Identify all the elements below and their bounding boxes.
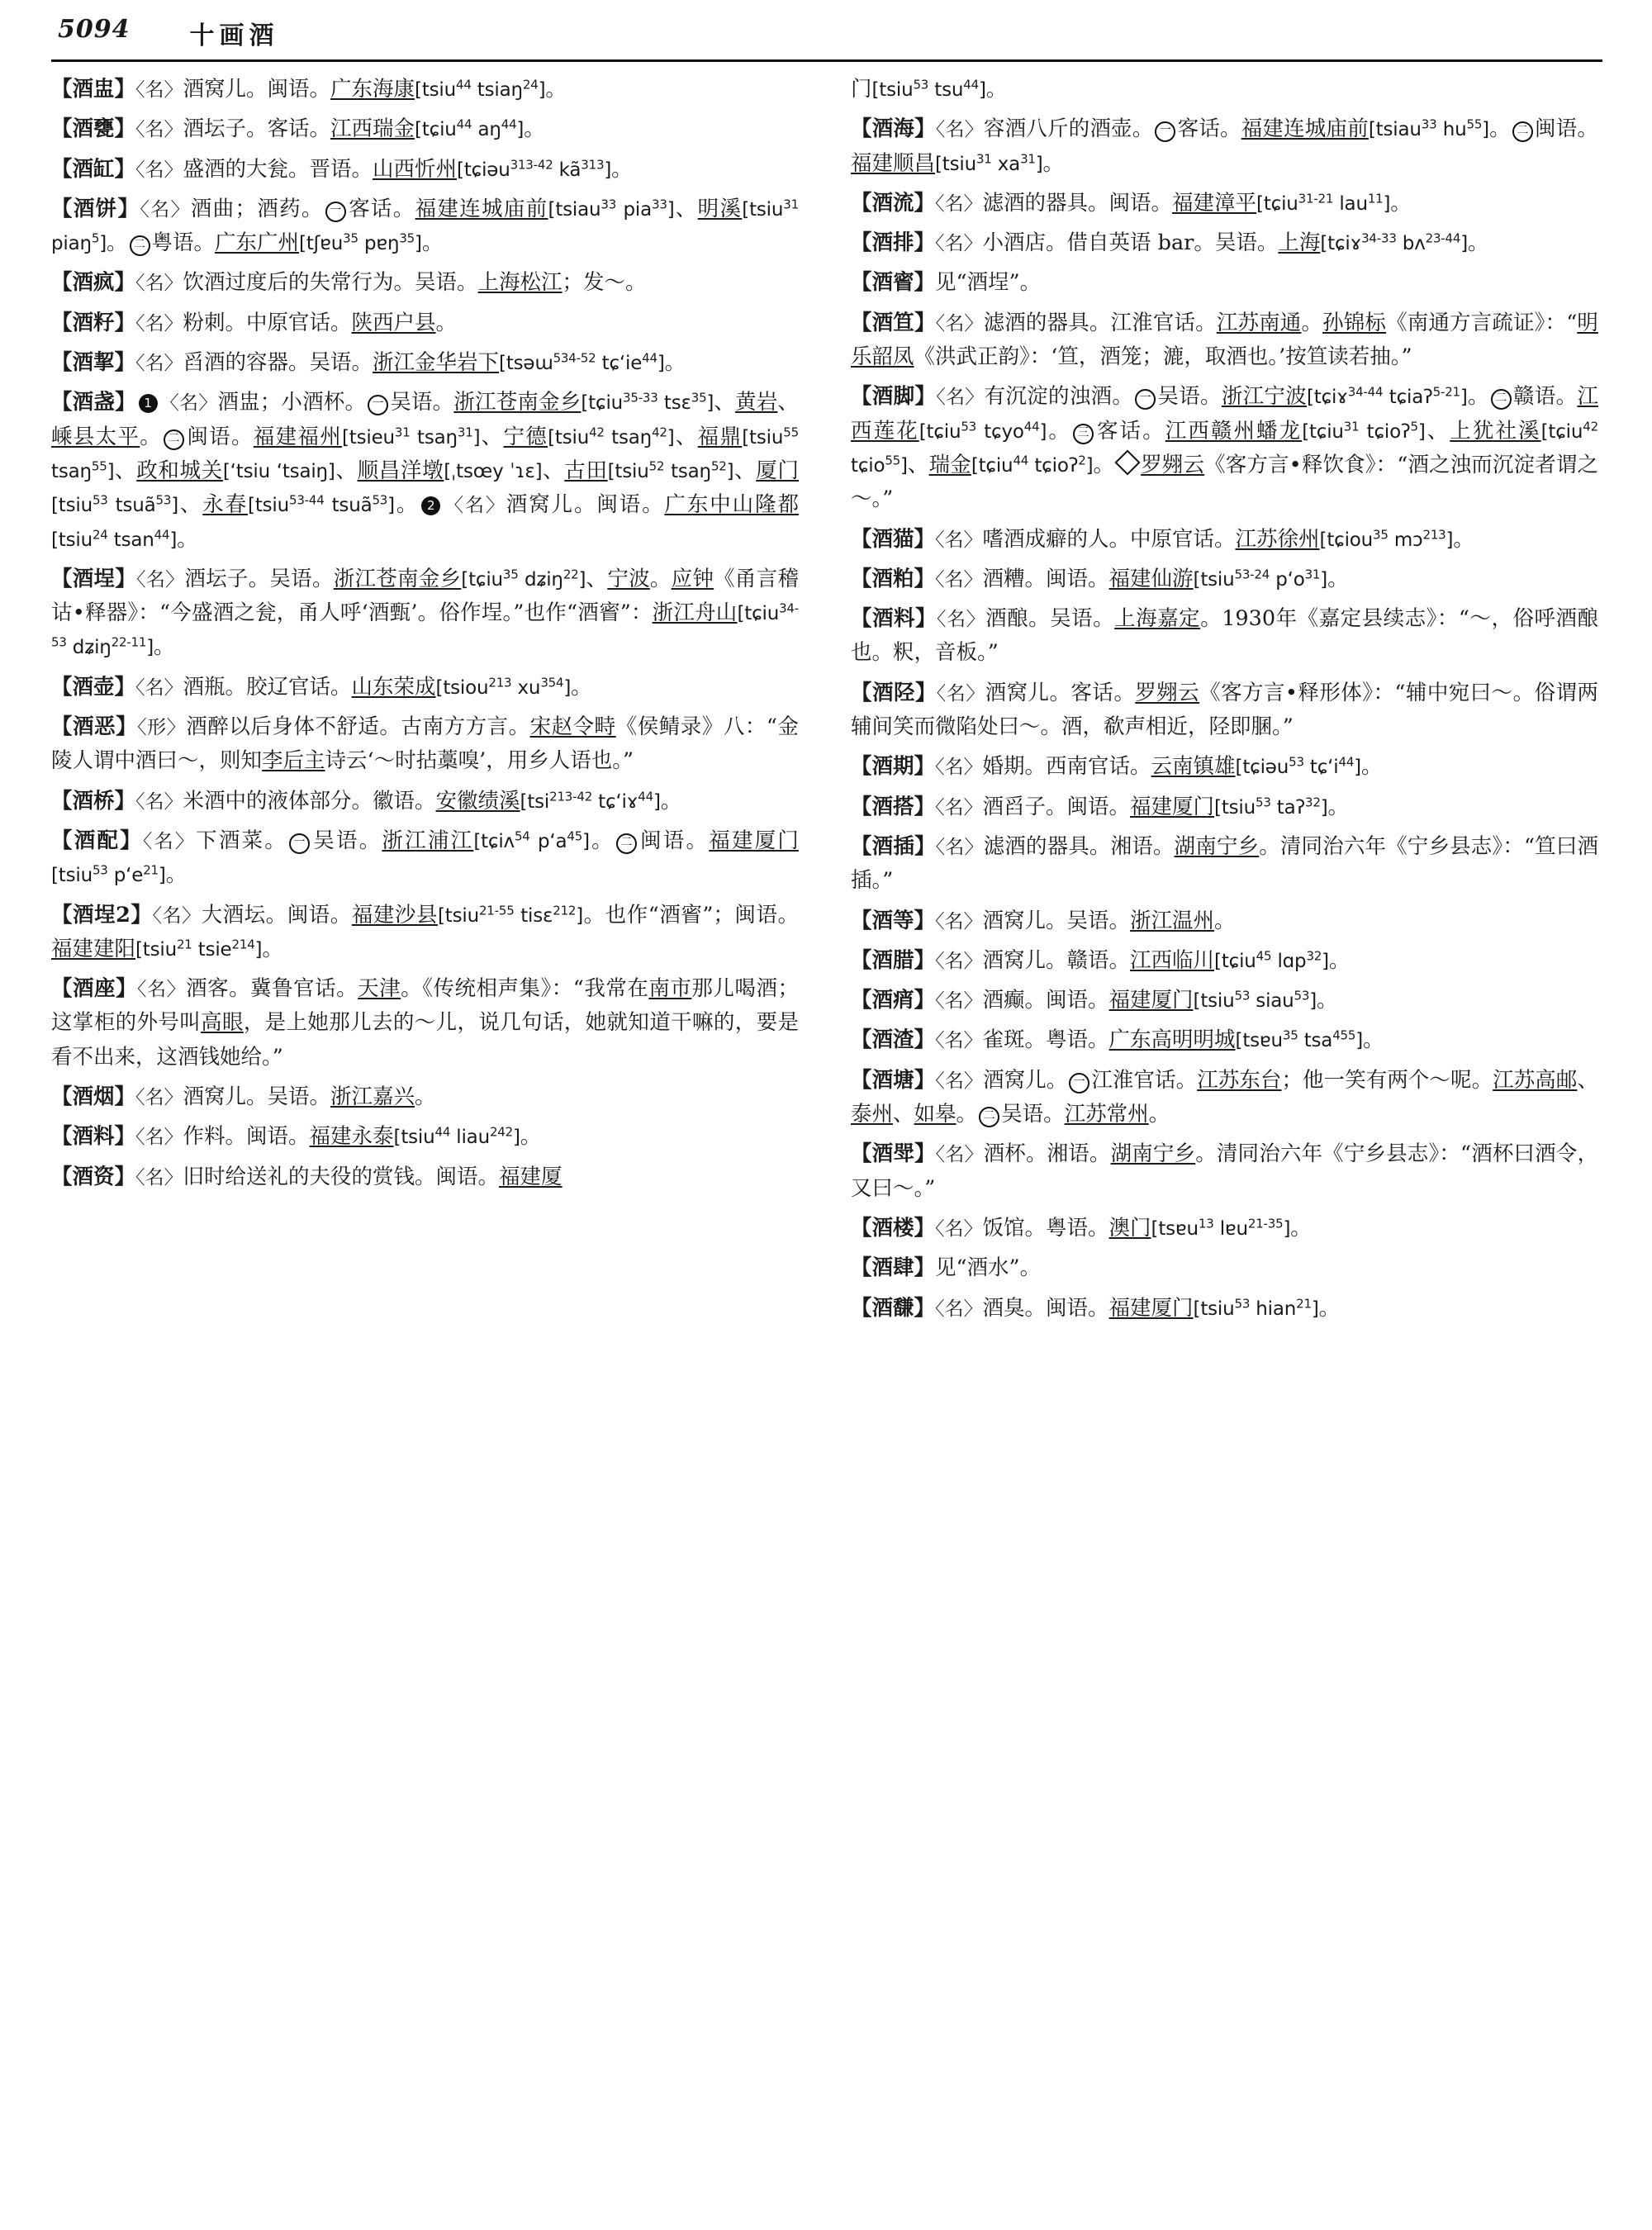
place-name: 宁德 [503,424,548,449]
part-of-speech: 〈名〉 [935,796,983,818]
place-name: 应钟 [671,566,714,591]
dictionary-entry: 【酒肆】见“酒水”。 [851,1255,1042,1281]
place-name: 古田 [564,458,608,483]
ipa-transcription: [tsiu$^{53-24}$ pʻo$^{31}$] [1193,567,1328,591]
ipa-transcription: [tɕiu$^{31-21}$ lau$^{11}$] [1256,191,1391,215]
place-name: 湖南宁乡 [1110,1141,1196,1167]
place-name: 浙江舟山 [652,600,738,626]
part-of-speech: 〈名〉 [142,830,197,852]
part-of-speech: 〈名〉 [935,233,983,255]
dictionary-entry: 【酒埕2】〈名〉大酒坛。闽语。福建沙县[tsiu$^{21-55}$ tisɛ$^{212}$]。也作“酒䁇”；闽语。福建建阳[tsiu$^{21}$ tsie$^{214}$]。 [51,902,799,961]
part-of-speech: 〈名〉 [137,979,187,1001]
subsense-marker: 二 [1512,121,1533,142]
part-of-speech: 〈名〉 [135,1166,183,1189]
place-name: 山西忻州 [373,156,458,182]
subsense-marker: 一 [1135,389,1156,410]
part-of-speech: 〈名〉 [935,119,984,141]
entry-headword: 【酒肆】 [851,1255,936,1281]
dictionary-entry: 【酒缸】〈名〉盛酒的大瓮。晋语。山西忻州[tɕiəu$^{313-42}$ $kã^{313}$]。 [51,156,633,182]
place-name: 罗翙云 [1135,680,1200,705]
dictionary-entry: 【酒挈】〈名〉舀酒的容器。吴语。浙江金华岩下[tsəɯ$^{534-52}$ tɕʻie$^{44}$]。 [51,350,686,376]
place-name: 福建永泰 [309,1124,394,1150]
entry-headword: 【酒挈】 [51,350,136,376]
dictionary-entry: 【酒笪】〈名〉滤酒的器具。江淮官话。江苏南通。孙锦标《南通方言疏证》：“明乐韶凤《洪武正韵》：‘笪，酒笼；漉，取酒也。’按笪读若抽。” [851,310,1598,370]
page-number: 5094 [58,15,131,44]
ipa-transcription: [tɕiəu$^{53}$ tɕʻi$^{44}$] [1235,754,1361,779]
place-name: 安徽绩溪 [435,788,520,814]
header-stroke-label: 十画 [189,21,249,50]
place-name: 高眼 [201,1010,244,1036]
dictionary-entry: 【酒等】〈名〉酒窝儿。吴语。浙江温州。 [851,908,1236,933]
place-name: 天津 [358,976,401,1002]
part-of-speech: 〈名〉 [935,312,984,334]
dictionary-entry: 【酒资】〈名〉旧时给送礼的夫役的赏钱。闽语。福建厦 [51,1164,563,1189]
place-name: 浙江苍南金乡 [453,390,582,415]
dictionary-entry: 【酒甕】〈名〉酒坛子。客话。江西瑞金[tɕiu$^{44}$ $aŋ^{44}$]。 [51,116,545,142]
dictionary-entry: 【酒腊】〈名〉酒窝儿。赣语。江西临川[tɕiu$^{45}$ lɑp$^{32}$]。 [851,947,1351,973]
ipa-transcription: [tsiu$^{53}$ hian$^{21}$] [1193,1295,1319,1320]
place-name: 宋赵令畤 [529,714,616,740]
ipa-transcription: [ʻtsiu ʻtsaiŋ] [222,460,335,482]
ipa-transcription: [tɕiu$^{42}$ tɕio$^{55}$] [851,419,1598,477]
ipa-transcription: [tsiu$^{53}$ taʔ$^{32}$] [1214,794,1328,818]
part-of-speech: 〈名〉 [935,529,983,551]
place-name: 福建厦门 [709,828,799,853]
place-name: 福建漳平 [1172,190,1257,216]
subsense-marker: 一 [368,395,388,415]
ipa-transcription: [tɕiu$^{31}$ tɕioʔ$^5$] [1302,419,1426,443]
dictionary-entry: 【酒渣】〈名〉雀斑。粤语。广东高明明城[tsɐu$^{35}$ tsa$^{455}$]。 [851,1027,1384,1053]
place-name: 江苏常州 [1064,1102,1149,1127]
entry-headword: 【酒甕】 [51,116,136,142]
part-of-speech: 〈名〉 [135,159,183,181]
place-name: 孙锦标 [1322,310,1387,335]
place-name: 上海嘉定 [1114,606,1201,632]
place-name: 浙江宁波 [1221,384,1308,410]
entry-headword: 【酒笪】 [851,310,936,335]
ipa-transcription: [tsɐu$^{13}$ lɐu$^{21-35}$] [1151,1216,1291,1240]
subsense-marker: 二 [130,235,150,256]
part-of-speech: 〈名〉 [152,904,202,927]
header-radical-label: 酒 [249,21,279,50]
place-name: 政和城关 [136,458,223,483]
ipa-transcription: [tsiu$^{21-55}$ tisɛ$^{212}$] [438,902,584,927]
place-name: 江苏东台 [1197,1067,1282,1093]
place-name: 陕西户县 [351,310,436,335]
place-name: 江苏高邮 [1493,1067,1578,1093]
header-rule [51,59,1602,62]
dictionary-entry: 【酒埕】〈名〉酒坛子。吴语。浙江苍南金乡[tɕiu$^{35}$ dʑiŋ$^{22}$]、宁波。应钟《甬言稽诂•释器》：“今盛酒之瓮，甬人呼‘酒甄’。俗作埕。”也作“酒䁇”：浙江舟山[tɕiu$^{34-53}$ dʑiŋ$^{22-11}$]。 [51,566,799,660]
place-name: 福建沙县 [351,902,438,928]
place-name: 江西莲花 [851,384,1598,444]
dictionary-entry: 【酒疯】〈名〉饮酒过度后的失常行为。吴语。上海松江；发～。 [51,270,647,296]
ipa-transcription: [tsɐu$^{35}$ tsa$^{455}$] [1235,1027,1364,1052]
sense-marker: 2 [421,496,440,515]
dictionary-entry: 【酒恶】〈形〉酒醉以后身体不舒适。古南方方言。宋赵令畤《侯鲭录》八：“金陵人谓中酒曰～，则知李后主诗云‘～时拈藁嗅’，用乡人语也。” [51,714,799,774]
dictionary-entry: 【酒籽】〈名〉粉刺。中原官话。陕西户县。 [51,310,458,335]
entry-headword: 【酒期】 [851,754,936,780]
ipa-transcription: [tɕiʌ$^{54}$ pʻa$^{45}$] [473,828,590,852]
place-name: 云南镇雄 [1151,754,1236,780]
place-name: 黄岩 [735,390,778,415]
dictionary-entry: 【酒馦】〈名〉酒臭。闽语。福建厦门[tsiu$^{53}$ hian$^{21}$]。 [851,1295,1341,1321]
dictionary-entry: 【酒期】〈名〉婚期。西南官话。云南镇雄[tɕiəu$^{53}$ tɕʻi$^{44}$]。 [851,754,1383,780]
part-of-speech: 〈名〉 [443,495,506,517]
ipa-transcription: [tɕiu$^{44}$ $aŋ^{44}$] [415,116,525,141]
dictionary-entry: 【酒配】〈名〉下酒菜。 一 吴语。浙江浦江[tɕiʌ$^{54}$ pʻa$^{45}$]。 二 闽语。福建厦门[tsiu$^{53}$ pʻe$^{21}$]。 [51,828,799,888]
dictionary-entry: 【酒海】〈名〉容酒八斤的酒壶。 一 客话。福建连城庙前[tsiau$^{33}$ $hu^{55}$]。 二 闽语。福建顺昌[tsiu$^{31}$ $xa^{31}$]。 [851,116,1598,176]
entry-headword: 【酒籽】 [51,310,136,335]
place-name: 上海松江 [477,270,563,296]
part-of-speech: 〈名〉 [935,568,983,591]
place-name: 李后主 [262,748,325,774]
subsense-marker: 一 [1069,1073,1089,1094]
dictionary-entry: 【酒楼】〈名〉饭馆。粤语。澳门[tsɐu$^{13}$ lɐu$^{21-35}$]。 [851,1215,1312,1241]
page-header [58,15,1594,55]
entry-headword: 【酒䁇】 [851,270,936,296]
ipa-transcription: [tsiu$^{24}$ tsan$^{44}$] [51,526,178,551]
place-name: 浙江金华岩下 [373,350,500,376]
entry-headword: 【酒猫】 [851,526,936,552]
place-name: 如皋 [914,1102,957,1127]
right-column [851,73,1598,2220]
place-name: 罗翙云 [1141,452,1205,477]
place-name: 广东广州 [215,230,300,256]
ipa-transcription: [tɕiou$^{35}$ mɔ$^{213}$] [1319,526,1454,551]
entry-headword: 【酒配】 [51,828,143,853]
dictionary-entry: 【酒猫】〈名〉嗜酒成癖的人。中原官话。江苏徐州[tɕiou$^{35}$ mɔ$^{213}$]。 [851,526,1474,552]
part-of-speech: 〈名〉 [136,568,185,591]
entry-headword: 【酒插】 [851,833,936,859]
place-name: 广东高明明城 [1108,1027,1236,1053]
entry-headword: 【酒疯】 [51,270,136,296]
entry-headword: 【酒痟】 [851,988,936,1013]
ipa-transcription: [tsiau$^{33}$ pia$^{33}$] [548,197,675,221]
part-of-speech: 〈名〉 [140,198,191,221]
entry-headword: 【酒粕】 [851,566,936,591]
place-name: 浙江苍南金乡 [333,566,462,591]
place-name: 福建福州 [253,424,343,449]
entry-headword: 【酒料】 [51,1124,136,1150]
part-of-speech: 〈名〉 [135,273,183,295]
entry-headword: 【酒脚】 [851,384,937,410]
ipa-transcription: [tsiu$^{52}$ tsaŋ$^{52}$] [607,458,734,482]
place-name: 福建建阳 [51,936,136,961]
subsense-marker: 一 [289,833,310,854]
ipa-transcription: [tsiu$^{31}$ piaŋ$^5$] [51,197,799,255]
part-of-speech: 〈名〉 [135,353,183,375]
place-name: 浙江浦江 [382,828,474,853]
part-of-speech: 〈名〉 [935,192,983,215]
subsense-marker: 二 [979,1107,999,1127]
place-name: 福建厦 [499,1164,563,1189]
subsense-marker: 一 [1155,121,1175,142]
dictionary-entry: 【酒斝】〈名〉酒杯。湘语。湖南宁乡。清同治六年《宁乡县志》：“酒杯曰酒令，又曰～。” [851,1141,1598,1201]
place-name: 宁波 [607,566,650,591]
place-name: 湖南宁乡 [1174,833,1260,859]
dictionary-entry: 【酒排】〈名〉小酒店。借自英语 bar。吴语。上海[tɕiɤ$^{34-33}$ bʌ$^{23-44}$]。 [851,230,1489,256]
entry-headword: 【酒等】 [851,908,936,933]
ipa-transcription: [tsi$^{213-42}$ tɕʻiɤ$^{44}$] [520,788,661,813]
left-column [51,73,799,2220]
place-name: 福建仙游 [1108,566,1194,591]
ipa-transcription: [tɕiɤ$^{34-33}$ bʌ$^{23-44}$] [1320,230,1468,255]
place-name: 浙江嘉兴 [330,1084,415,1110]
entry-headword: 【酒缸】 [51,156,136,182]
part-of-speech: 〈名〉 [935,1298,983,1320]
ipa-transcription: [tɕiu$^{35}$ dʑiŋ$^{22}$] [461,567,586,591]
part-of-speech: 〈形〉 [137,717,187,739]
dictionary-entry: 门[tsiu$^{53}$ tsu$^{44}$]。 [851,77,1008,102]
entry-headword: 【酒料】 [851,606,938,632]
dictionary-entry: 【酒烟】〈名〉酒窝儿。吴语。浙江嘉兴。 [51,1084,436,1110]
ipa-transcription: [ˌtsœy ˈɿɛ] [444,460,543,482]
ipa-transcription: [tsiu$^{21}$ tsie$^{214}$] [135,937,263,961]
entry-headword: 【酒流】 [851,190,936,216]
part-of-speech: 〈名〉 [135,312,183,334]
place-name: 广东中山隆都 [664,492,799,518]
place-name: 江苏南通 [1216,310,1302,335]
dictionary-entry: 【酒痟】〈名〉酒癫。闽语。福建厦门[tsiu$^{53}$ siau$^{53}$]。 [851,988,1338,1013]
ipa-transcription: [tsieu$^{31}$ tsaŋ$^{31}$] [342,425,481,448]
dictionary-entry: 【酒料】〈名〉作料。闽语。福建永泰[tsiu$^{44}$ liau$^{242}$]。 [51,1124,542,1150]
entry-headword: 【酒斝】 [851,1141,936,1167]
place-name: 顺昌洋墩 [357,458,444,483]
part-of-speech: 〈名〉 [135,79,183,101]
entry-headword: 【酒搭】 [851,794,936,819]
place-name: 福鼎 [697,424,743,449]
part-of-speech: 〈名〉 [935,836,984,858]
place-name: 澳门 [1108,1215,1151,1241]
entry-headword: 【酒盅】 [51,77,136,102]
place-name: 上海 [1278,230,1321,256]
subsense-marker: 一 [325,202,346,222]
place-name: 江苏徐州 [1235,526,1320,552]
ipa-transcription: [tsiau$^{33}$ $hu^{55}$] [1368,116,1489,141]
place-name: 明溪 [697,196,743,221]
entry-headword: 【酒海】 [851,116,936,142]
entry-headword: 【酒楼】 [851,1215,936,1241]
ipa-transcription: [tɕiəu$^{313-42}$ $kã^{313}$] [457,156,612,181]
place-name: 嵊县太平 [51,424,140,449]
place-name: 厦门 [756,458,799,483]
place-name: 江西赣州蟠龙 [1165,418,1303,444]
dictionary-entry: 【酒陉】〈名〉酒窝儿。客话。罗翙云《客方言•释形体》：“辅中宛曰～。俗谓两辅间笑而微陷处曰～。酒，欷声相近，陉即䐃。” [851,680,1598,740]
ipa-transcription: [tɕiu$^{45}$ lɑp$^{32}$] [1214,948,1329,972]
entry-headword: 【酒陉】 [851,680,937,705]
dictionary-entry: 【酒䁇】见“酒埕”。 [851,270,1042,296]
part-of-speech: 〈名〉 [935,910,983,932]
dictionary-entry: 【酒搭】〈名〉酒舀子。闽语。福建厦门[tsiu$^{53}$ taʔ$^{32}$]。 [851,794,1350,819]
part-of-speech: 〈名〉 [135,790,183,813]
place-name: 福建顺昌 [851,150,936,176]
part-of-speech: 〈名〉 [935,757,983,779]
place-name: 广东海康 [330,77,415,102]
ipa-transcription: [tsiu$^{44}$ liau$^{242}$] [393,1124,520,1149]
ipa-transcription: [tsiu$^{53}$ tsuã$^{53}$] [51,492,178,517]
ipa-transcription: [tɕiu$^{34-53}$ dʑiŋ$^{22-11}$] [51,600,799,659]
part-of-speech: 〈名〉 [935,1070,983,1092]
part-of-speech: 〈名〉 [935,950,983,972]
dictionary-entry: 【酒桥】〈名〉米酒中的液体部分。徽语。安徽绩溪[tsi$^{213-42}$ tɕʻiɤ$^{44}$]。 [51,788,682,814]
dictionary-entry: 【酒塘】〈名〉酒窝儿。 一 江淮官话。江苏东台；他一笑有两个～呢。江苏高邮、泰州、如皋。 二 吴语。江苏常州。 [851,1067,1598,1127]
entry-headword: 【酒壶】 [51,674,136,700]
note-marker [1115,449,1141,475]
place-name: 永春 [202,492,249,518]
dictionary-entry: 【酒粕】〈名〉酒糟。闽语。福建仙游[tsiu$^{53-24}$ pʻo$^{31}$]。 [851,566,1349,591]
part-of-speech: 〈名〉 [135,119,183,141]
ipa-transcription: [tsiu$^{44}$ tsiaŋ$^{24}$] [415,77,546,101]
dictionary-entry: 【酒流】〈名〉滤酒的器具。闽语。福建漳平[tɕiu$^{31-21}$ lau$^{11}$]。 [851,190,1412,216]
subsense-marker: 二 [616,833,637,854]
ipa-transcription: [tɕiu$^{44}$ tɕioʔ$^2$] [971,453,1094,477]
sense-marker: 1 [139,394,158,413]
subsense-marker: 二 [164,429,184,450]
dictionary-entry: 【酒壶】〈名〉酒瓶。胶辽官话。山东荣成[tsiou$^{213}$ $xu^{354}$]。 [51,674,592,700]
entry-headword: 【酒塘】 [851,1067,936,1093]
part-of-speech: 〈名〉 [936,387,985,409]
part-of-speech: 〈名〉 [159,392,218,415]
place-name: 福建厦门 [1108,988,1194,1013]
dictionary-entry: 【酒料】〈名〉酒酿。吴语。上海嘉定。1930年《嘉定县续志》：“～，俗呼酒酿也。粎，音板。” [851,606,1598,666]
ipa-transcription: [tsəɯ$^{534-52}$ tɕʻie$^{44}$] [499,350,665,375]
dictionary-entry: 【酒座】〈名〉酒客。冀鲁官话。天津。《传统相声集》：“我常在南市那儿喝酒；这掌柜的外号叫高眼，是上她那儿去的～儿，说几句话，她就知道干嘛的，要是看不出来，这酒钱她给。” [51,976,799,1070]
ipa-transcription: [tsiu$^{53}$ pʻe$^{21}$] [51,862,166,887]
ipa-transcription: [tʃɐu$^{35}$ pɐŋ$^{35}$] [299,230,422,255]
ipa-transcription: [tsiu$^{55}$ tsaŋ$^{55}$] [51,425,799,482]
ipa-transcription: [tsiu$^{31}$ $xa^{31}$] [935,150,1043,175]
place-name: 浙江温州 [1130,908,1215,933]
part-of-speech: 〈名〉 [135,1087,183,1109]
ipa-transcription: [tsiou$^{213}$ $xu^{354}$] [435,675,572,699]
entry-headword: 【酒馦】 [851,1295,936,1321]
place-name: 福建连城庙前 [415,196,548,221]
ipa-transcription: [tsiu$^{53}$ tsu$^{44}$] [871,77,986,101]
place-name: 泰州 [851,1102,894,1127]
place-name: 江西瑞金 [330,116,415,142]
entry-headword: 【酒烟】 [51,1084,136,1110]
entry-headword: 【酒桥】 [51,788,136,814]
subsense-marker: 二 [1491,389,1512,410]
entry-headword: 【酒饼】 [51,196,140,221]
ipa-transcription: [tɕiu$^{53}$ tɕyo$^{44}$] [919,419,1047,443]
entry-headword: 【酒恶】 [51,714,138,740]
place-name: 明乐韶凤 [851,310,1598,370]
place-name: 江西临川 [1130,947,1215,973]
part-of-speech: 〈名〉 [935,990,983,1013]
ipa-transcription: [tɕiɤ$^{34-44}$ tɕiaʔ$^{5-21}$] [1307,384,1468,409]
part-of-speech: 〈名〉 [937,609,986,631]
place-name: 南市 [648,976,692,1002]
part-of-speech: 〈名〉 [935,1144,984,1166]
ipa-transcription: [tsiu$^{53-44}$ tsuã$^{53}$] [248,492,395,517]
part-of-speech: 〈名〉 [935,1217,983,1240]
entry-headword: 【酒埕2】 [51,902,153,928]
ipa-transcription: [tsiu$^{53}$ siau$^{53}$] [1193,988,1317,1013]
entry-headword: 【酒盏】 [51,390,136,415]
dictionary-entry: 【酒盅】〈名〉酒窝儿。闽语。广东海康[tsiu$^{44}$ tsiaŋ$^{24}$]。 [51,77,567,102]
place-name: 福建厦门 [1130,794,1215,819]
ipa-transcription: [tsiu$^{42}$ tsaŋ$^{42}$] [548,425,675,448]
part-of-speech: 〈名〉 [135,676,183,699]
dictionary-entry: 【酒饼】〈名〉酒曲；酒药。 一 客话。福建连城庙前[tsiau$^{33}$ pia$^{33}$]、明溪[tsiu$^{31}$ piaŋ$^5$]。 二 粤语。广东广州[tʃɐu$^{35}$ pɐŋ$^{35}$]。 [51,196,799,256]
place-name: 福建连城庙前 [1241,116,1369,142]
place-name: 福建厦门 [1108,1295,1194,1321]
part-of-speech: 〈名〉 [935,1030,983,1052]
part-of-speech: 〈名〉 [936,682,985,705]
dictionary-entry: 【酒插】〈名〉滤酒的器具。湘语。湖南宁乡。清同治六年《宁乡县志》：“笪曰酒插。” [851,833,1598,894]
ipa-transcription: [tɕiu$^{35-33}$ tsɛ$^{35}$] [581,390,714,415]
dictionary-entry: 【酒盏】 1 〈名〉酒盅；小酒杯。 一 吴语。浙江苍南金乡[tɕiu$^{35-33}$ tsɛ$^{35}$]、黄岩、嵊县太平。 二 闽语。福建福州[tsieu$^{31}$ tsaŋ$^{31}$]、宁德[tsiu$^{42}$ tsaŋ$^{42}$]、福鼎[tsiu$^{55}$ tsaŋ$^{55}$]、政和城关[ʻtsiu ʻtsaiŋ]、顺昌洋墩[ˌtsœy ˈɿɛ]、古田[tsiu$^{52}$ tsaŋ$^{52}$]、厦门[tsiu$^{53}$ tsuã$^{53}$]、永春[tsiu$^{53-44}$ tsuã$^{53}$]。 2 〈名〉酒窝儿。闽语。广东中山隆都[tsiu$^{24}$ tsan$^{44}$]。 [51,390,799,552]
place-name: 瑞金 [928,452,971,477]
subsense-marker: 三 [1073,424,1094,444]
entry-headword: 【酒排】 [851,230,936,256]
place-name: 山东荣成 [351,674,436,700]
entry-headword: 【酒座】 [51,976,138,1002]
part-of-speech: 〈名〉 [135,1127,183,1149]
entry-headword: 【酒资】 [51,1164,136,1189]
entry-headword: 【酒渣】 [851,1027,936,1053]
entry-headword: 【酒腊】 [851,947,936,973]
place-name: 上犹社溪 [1450,418,1541,444]
entry-headword: 【酒埕】 [51,566,137,591]
dictionary-entry: 【酒脚】〈名〉有沉淀的浊酒。 一 吴语。浙江宁波[tɕiɤ$^{34-44}$ tɕiaʔ$^{5-21}$]。 二 赣语。江西莲花[tɕiu$^{53}$ tɕyo$^{44}$]。 三 客话。江西赣州蟠龙[tɕiu$^{31}$ tɕioʔ$^5$]、上犹社溪[tɕiu$^{42}$ tɕio$^{55}$]、瑞金[tɕiu$^{44}$ tɕioʔ$^2$]。 罗翙云《客方言•释饮食》：“酒之浊而沉淀者谓之～。” [851,384,1598,512]
